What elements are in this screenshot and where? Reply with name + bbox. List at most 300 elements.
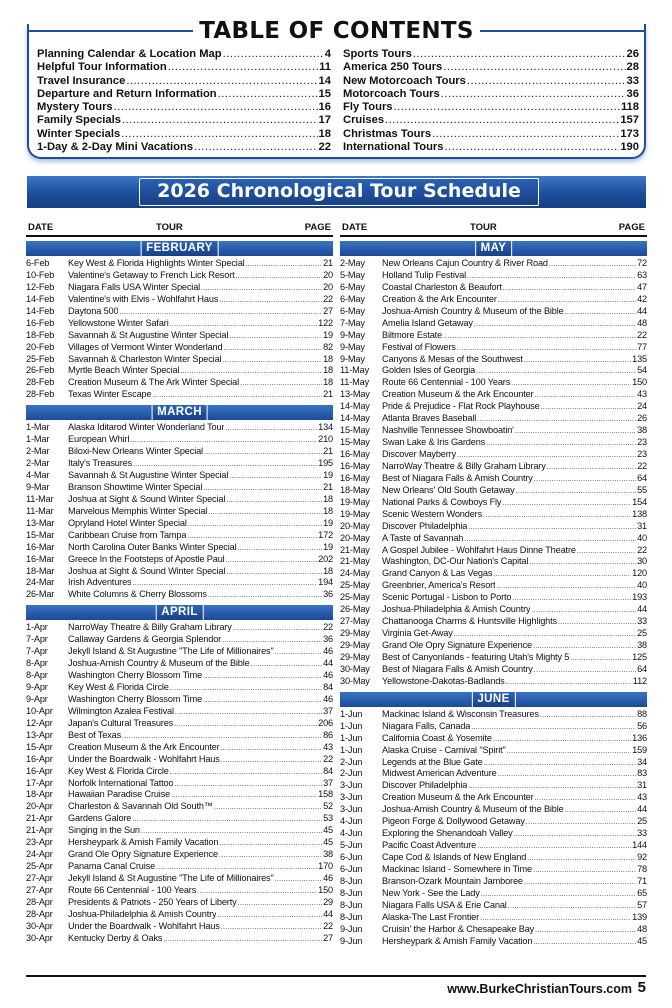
toc-entry[interactable]	[343, 141, 639, 154]
tour-row[interactable]	[340, 497, 647, 509]
toc-entry[interactable]	[343, 48, 639, 61]
tour-date: 18-May	[340, 484, 370, 495]
tour-leader-dots	[236, 273, 323, 280]
tour-date: 6-Jun	[340, 852, 363, 862]
tour-row[interactable]	[26, 634, 333, 646]
tour-page: 31	[637, 520, 647, 531]
tour-leader-dots	[203, 485, 322, 492]
tour-row[interactable]	[26, 873, 333, 885]
tour-row[interactable]	[26, 921, 333, 933]
tour-row[interactable]	[340, 757, 647, 769]
tour-date: 9-Jun	[340, 935, 363, 946]
toc-entry-page: 36	[626, 87, 639, 100]
tour-row[interactable]	[340, 852, 647, 864]
tour-name: Savannah & St Augustine Winter Special	[68, 329, 229, 340]
tour-page: 112	[632, 675, 647, 686]
tour-row[interactable]	[340, 270, 647, 282]
tour-row[interactable]	[26, 849, 333, 861]
tour-name: Villages of Vermont Winter Wonderland	[68, 341, 223, 352]
toc-entry-page: 118	[620, 101, 639, 114]
tour-row[interactable]	[340, 628, 647, 640]
tour-leader-dots	[486, 440, 636, 447]
tour-row[interactable]	[340, 521, 647, 533]
toc-title: TABLE OF CONTENTS	[29, 18, 644, 44]
tour-row[interactable]	[340, 354, 647, 366]
toc-entry[interactable]	[37, 114, 331, 127]
tour-row[interactable]	[340, 652, 647, 664]
tour-date: 16-Feb	[26, 317, 55, 328]
toc-entry[interactable]	[37, 61, 331, 74]
tour-row[interactable]	[26, 670, 333, 682]
tour-row[interactable]	[340, 294, 647, 306]
tour-row[interactable]	[340, 768, 647, 780]
tour-row[interactable]	[26, 518, 333, 530]
tour-leader-dots	[141, 828, 322, 835]
tour-page: 36	[323, 634, 333, 645]
tour-leader-dots	[443, 333, 636, 340]
tour-leader-dots	[163, 936, 322, 943]
tour-row[interactable]	[340, 912, 647, 924]
header-page: PAGE	[618, 222, 645, 233]
tour-leader-dots	[175, 709, 322, 716]
tour-row[interactable]	[340, 840, 647, 852]
tour-date: 14-May	[340, 413, 370, 424]
tour-name: Italy's Treasures	[68, 458, 133, 469]
tour-row[interactable]	[26, 658, 333, 670]
tour-leader-dots	[222, 637, 322, 644]
tour-row[interactable]	[340, 556, 647, 568]
tour-date: 6-May	[340, 281, 365, 292]
tour-row[interactable]	[26, 422, 333, 434]
tour-page: 46	[323, 873, 333, 883]
tour-name: Presidents & Patriots - 250 Years of Liberty	[68, 896, 237, 907]
toc-entry[interactable]	[343, 101, 639, 114]
tour-row[interactable]	[340, 473, 647, 485]
tour-row[interactable]	[26, 622, 333, 634]
tour-leader-dots	[464, 536, 636, 543]
tour-leader-dots	[526, 819, 636, 826]
tour-row[interactable]	[340, 485, 647, 497]
tour-page: 125	[632, 651, 647, 662]
tour-row[interactable]	[340, 780, 647, 792]
tour-row[interactable]	[26, 446, 333, 458]
tour-name: White Columns & Cherry Blossoms	[68, 589, 207, 600]
tour-row[interactable]	[26, 354, 333, 366]
toc-entry[interactable]	[37, 75, 331, 88]
tour-name: Golden Isles of Georgia	[382, 365, 476, 376]
month-label: FEBRUARY	[140, 241, 219, 256]
tour-row[interactable]	[340, 709, 647, 721]
tour-page: 22	[323, 920, 333, 931]
tour-leader-dots	[467, 273, 636, 280]
tour-row[interactable]	[26, 801, 333, 813]
toc-entry-title: International Tours	[343, 141, 444, 154]
tour-row[interactable]	[26, 542, 333, 554]
tour-date: 30-Apr	[26, 932, 53, 943]
tour-date: 13-May	[340, 389, 370, 400]
tour-page: 48	[637, 317, 647, 328]
tour-leader-dots	[132, 816, 322, 823]
tour-leader-dots	[529, 559, 636, 566]
tour-name: European Whirl	[68, 434, 130, 445]
tour-date: 8-Jun	[340, 875, 363, 886]
tour-row[interactable]	[340, 676, 647, 688]
tour-leader-dots	[240, 380, 322, 387]
tour-row[interactable]	[26, 589, 333, 601]
toc-entry-title: Christmas Tours	[343, 127, 432, 140]
toc-entry[interactable]	[343, 88, 639, 101]
toc-entry[interactable]	[37, 88, 331, 101]
tour-leader-dots	[152, 392, 322, 399]
toc-entry-title: New Motorcoach Tours	[343, 74, 466, 87]
toc-entry-page: 16	[318, 101, 331, 114]
tour-leader-dots	[208, 509, 322, 516]
tour-leader-dots	[156, 864, 317, 871]
tour-row[interactable]	[26, 861, 333, 873]
tour-page: 46	[323, 670, 333, 681]
tour-row[interactable]	[26, 365, 333, 377]
footer-url[interactable]: www.BurkeChristianTours.com	[447, 982, 632, 996]
tour-row[interactable]	[26, 389, 333, 401]
tour-date: 20-May	[340, 520, 370, 531]
tour-date: 5-May	[340, 269, 365, 280]
tour-page: 54	[637, 365, 647, 376]
tour-row[interactable]	[26, 778, 333, 790]
tour-leader-dots	[219, 852, 322, 859]
tour-name: Yellowstone Winter Safari	[68, 317, 169, 328]
tour-date: 21-Apr	[26, 825, 53, 836]
tour-name: North Carolina Outer Banks Winter Special	[68, 541, 237, 552]
tour-name: Gardens Galore	[68, 813, 132, 824]
column-header	[340, 221, 647, 235]
tour-name: Mackinac Island - Somewhere in Time	[382, 863, 532, 874]
tour-row[interactable]	[26, 789, 333, 801]
tour-page: 25	[637, 628, 647, 639]
toc-entry[interactable]	[343, 61, 639, 74]
tour-leader-dots	[493, 736, 631, 743]
toc-entry[interactable]	[37, 101, 331, 114]
tour-page: 46	[323, 646, 333, 657]
tour-row[interactable]	[340, 876, 647, 888]
tour-page: 43	[637, 389, 647, 400]
toc-entry-page: 17	[318, 114, 331, 127]
tour-name: Kentucky Derby & Oaks	[68, 932, 163, 943]
tour-name: Midwest American Adventure	[382, 768, 497, 779]
tour-page: 44	[323, 908, 333, 919]
tour-page: 52	[323, 801, 333, 812]
tour-name: Panama Canal Cruise	[68, 861, 156, 872]
tour-leader-dots	[570, 655, 631, 662]
tour-page: 53	[323, 813, 333, 824]
tour-row[interactable]	[340, 936, 647, 948]
tour-row[interactable]	[26, 566, 333, 578]
tour-leader-dots	[174, 721, 317, 728]
tour-row[interactable]	[26, 646, 333, 658]
tour-name: Joshua-Amish Country & Museum of the Bible	[382, 305, 564, 316]
toc-leader-dots	[394, 101, 620, 113]
tour-name: Scenic Portugal - Lisbon to Porto	[382, 592, 512, 603]
tour-row[interactable]	[340, 258, 647, 270]
tour-name: Best of Texas	[68, 729, 122, 740]
tour-row[interactable]	[340, 437, 647, 449]
tour-row[interactable]	[340, 389, 647, 401]
tour-name: Callaway Gardens & Georgia Splendor	[68, 634, 222, 645]
toc-entry[interactable]	[37, 128, 331, 141]
tour-row[interactable]	[26, 482, 333, 494]
tour-row[interactable]	[26, 377, 333, 389]
tour-name: Niagara Falls, Canada	[382, 720, 471, 731]
tour-name: NarroWay Theatre & Billy Graham Library	[382, 460, 546, 471]
tour-row[interactable]	[26, 270, 333, 282]
tour-row[interactable]	[340, 816, 647, 828]
tour-row[interactable]	[26, 434, 333, 446]
tour-name: Wilmington Azalea Festival	[68, 705, 174, 716]
tour-leader-dots	[506, 679, 632, 686]
tour-row[interactable]	[26, 897, 333, 909]
tour-date: 9-May	[340, 329, 365, 340]
toc-entry-title: Travel Insurance	[37, 74, 126, 87]
toc-leader-dots	[122, 114, 318, 126]
tour-page: 18	[323, 565, 333, 576]
tour-date: 29-May	[340, 628, 370, 639]
tour-name: Discover Philadelphia	[382, 780, 468, 791]
tour-row[interactable]	[340, 330, 647, 342]
tour-row[interactable]	[340, 449, 647, 461]
tour-leader-dots	[527, 855, 636, 862]
tour-leader-dots	[122, 733, 322, 740]
tour-row[interactable]	[340, 306, 647, 318]
tour-name: Under the Boardwalk - Wohlfahrt Haus	[68, 920, 220, 931]
tour-page: 27	[323, 932, 333, 943]
tour-row[interactable]	[26, 342, 333, 354]
tour-row[interactable]	[340, 461, 647, 473]
tour-date: 14-Feb	[26, 305, 55, 316]
tour-row[interactable]	[26, 718, 333, 730]
tour-row[interactable]	[26, 706, 333, 718]
tour-row[interactable]	[340, 640, 647, 652]
tour-leader-dots	[225, 425, 317, 432]
tour-row[interactable]	[26, 909, 333, 921]
tour-row[interactable]	[340, 616, 647, 628]
tour-row[interactable]	[26, 530, 333, 542]
tour-row[interactable]	[26, 766, 333, 778]
tour-row[interactable]	[340, 282, 647, 294]
tour-row[interactable]	[26, 577, 333, 589]
schedule-right-column	[340, 221, 647, 948]
tour-row[interactable]	[26, 330, 333, 342]
month-header	[26, 405, 333, 420]
tour-date: 15-Apr	[26, 741, 53, 752]
tour-row[interactable]	[340, 318, 647, 330]
toc-entry-title: Departure and Return Information	[37, 87, 217, 100]
tour-page: 120	[632, 568, 647, 579]
tour-date: 11-May	[340, 365, 370, 376]
tour-row[interactable]	[340, 664, 647, 676]
tour-row[interactable]	[340, 792, 647, 804]
tour-name: Route 66 Centennial - 100 Years	[68, 884, 197, 895]
tour-leader-dots	[498, 297, 636, 304]
tour-date: 15-Mar	[26, 529, 55, 540]
tour-page: 45	[637, 935, 647, 946]
tour-date: 8-Jun	[340, 887, 363, 898]
tour-date: 28-Feb	[26, 377, 55, 388]
tour-date: 18-Mar	[26, 565, 55, 576]
tour-date: 26-Feb	[26, 365, 55, 376]
tour-row[interactable]	[26, 694, 333, 706]
tour-date: 10-Feb	[26, 269, 55, 280]
tour-row[interactable]	[26, 837, 333, 849]
toc-entry[interactable]	[37, 141, 331, 154]
tour-row[interactable]	[26, 825, 333, 837]
tour-row[interactable]	[26, 682, 333, 694]
tour-date: 7-Apr	[26, 634, 48, 645]
toc-entry-title: Motorcoach Tours	[343, 87, 440, 100]
tour-date: 4-Jun	[340, 816, 363, 827]
tour-leader-dots	[511, 380, 631, 387]
tour-name: Best of Niagara Falls & Amish Country	[382, 472, 533, 483]
tour-leader-dots	[547, 464, 636, 471]
tour-row[interactable]	[340, 365, 647, 377]
tour-date: 7-May	[340, 317, 365, 328]
tour-row[interactable]	[340, 413, 647, 425]
tour-row[interactable]	[340, 888, 647, 900]
tour-date: 21-May	[340, 556, 370, 567]
tour-row[interactable]	[26, 813, 333, 825]
tour-name: Swan Lake & Iris Gardens	[382, 437, 486, 448]
toc-entry[interactable]	[343, 114, 639, 127]
tour-row[interactable]	[26, 470, 333, 482]
tour-row[interactable]	[26, 258, 333, 270]
tour-row[interactable]	[26, 306, 333, 318]
month-header	[340, 241, 647, 256]
tour-row[interactable]	[340, 864, 647, 876]
tour-page: 27	[323, 305, 333, 316]
tour-page: 48	[637, 923, 647, 934]
tour-leader-dots	[457, 345, 636, 352]
tour-page: 43	[323, 741, 333, 752]
toc-leader-dots	[413, 48, 626, 60]
tour-row[interactable]	[26, 554, 333, 566]
tour-row[interactable]	[26, 494, 333, 506]
tour-name: Savannah & Charleston Winter Special	[68, 353, 222, 364]
toc-leader-dots	[432, 128, 619, 140]
tour-date: 17-Apr	[26, 777, 53, 788]
tour-row[interactable]	[340, 401, 647, 413]
tour-leader-dots	[214, 804, 322, 811]
tour-date: 16-Mar	[26, 553, 55, 564]
tour-page: 20	[323, 269, 333, 280]
tour-leader-dots	[221, 745, 323, 752]
tour-row[interactable]	[26, 754, 333, 766]
tour-row[interactable]	[340, 745, 647, 757]
toc-right-column	[343, 48, 639, 154]
tour-row[interactable]	[26, 458, 333, 470]
tour-row[interactable]	[340, 828, 647, 840]
tour-page: 19	[323, 541, 333, 552]
toc-entry[interactable]	[343, 75, 639, 88]
tour-row[interactable]	[340, 342, 647, 354]
tour-row[interactable]	[340, 568, 647, 580]
tour-row[interactable]	[26, 294, 333, 306]
tour-row[interactable]	[340, 580, 647, 592]
tour-name: Joshua-Philadelphia & Amish Country	[382, 604, 531, 615]
tour-row[interactable]	[340, 545, 647, 557]
toc-entry-title: Sports Tours	[343, 48, 412, 60]
tour-name: Washington Cherry Blossom Time	[68, 693, 203, 704]
tour-leader-dots	[170, 321, 318, 328]
tour-page: 44	[637, 804, 647, 815]
tour-leader-dots	[197, 888, 317, 895]
tour-row[interactable]	[340, 604, 647, 616]
tour-row[interactable]	[26, 730, 333, 742]
tour-date: 7-Apr	[26, 646, 48, 657]
tour-leader-dots	[483, 512, 631, 519]
tour-name: Branson Showtime Winter Special	[68, 481, 203, 492]
tour-row[interactable]	[26, 742, 333, 754]
tour-page: 18	[323, 353, 333, 364]
toc-entry-title: Helpful Tour Information	[37, 61, 167, 74]
tour-name: Pacific Coast Adventure	[382, 840, 477, 851]
tour-row[interactable]	[26, 282, 333, 294]
tour-row[interactable]	[26, 933, 333, 945]
toc-entry-page: 22	[318, 141, 331, 154]
toc-entry-page: 173	[620, 127, 639, 140]
tour-date: 23-Apr	[26, 837, 53, 848]
tour-leader-dots	[493, 571, 631, 578]
tour-date: 30-Apr	[26, 920, 53, 931]
tour-row[interactable]	[340, 425, 647, 437]
tour-name: Coastal Charleston & Beaufort	[382, 281, 502, 292]
tour-row[interactable]	[340, 924, 647, 936]
tour-row[interactable]	[340, 509, 647, 521]
tour-row[interactable]	[26, 506, 333, 518]
tour-row[interactable]	[26, 885, 333, 897]
tour-date: 6-May	[340, 293, 365, 304]
tour-date: 16-Mar	[26, 541, 55, 552]
tour-name: Alaska-The Last Frontier	[382, 911, 479, 922]
month-label: JUNE	[471, 692, 515, 707]
tour-date: 18-Apr	[26, 789, 53, 800]
tour-name: Greece In the Footsteps of Apostle Paul	[68, 553, 225, 564]
month-header	[26, 605, 333, 620]
month-label: APRIL	[155, 605, 204, 620]
tour-page: 33	[637, 616, 647, 627]
tour-date: 27-Apr	[26, 873, 53, 883]
tour-leader-dots	[565, 807, 636, 814]
tour-row[interactable]	[340, 804, 647, 816]
toc-entry-page: 157	[620, 114, 639, 127]
tour-page: 154	[632, 496, 647, 507]
tour-leader-dots	[219, 297, 322, 304]
tour-row[interactable]	[340, 377, 647, 389]
tour-name: Festival of Flowers	[382, 341, 456, 352]
tour-row[interactable]	[340, 592, 647, 604]
tour-page: 22	[637, 329, 647, 340]
tour-row[interactable]	[340, 533, 647, 545]
tour-page: 26	[637, 413, 647, 424]
header-page: PAGE	[304, 222, 331, 233]
tour-page: 84	[323, 682, 333, 692]
toc-entry[interactable]	[37, 48, 331, 61]
tour-date: 20-Feb	[26, 341, 55, 352]
tour-date: 28-Apr	[26, 908, 53, 919]
tour-page: 40	[637, 532, 647, 543]
tour-row[interactable]	[340, 900, 647, 912]
tour-row[interactable]	[340, 733, 647, 745]
tour-row[interactable]	[26, 318, 333, 330]
tour-row[interactable]	[340, 721, 647, 733]
toc-entry[interactable]	[343, 128, 639, 141]
